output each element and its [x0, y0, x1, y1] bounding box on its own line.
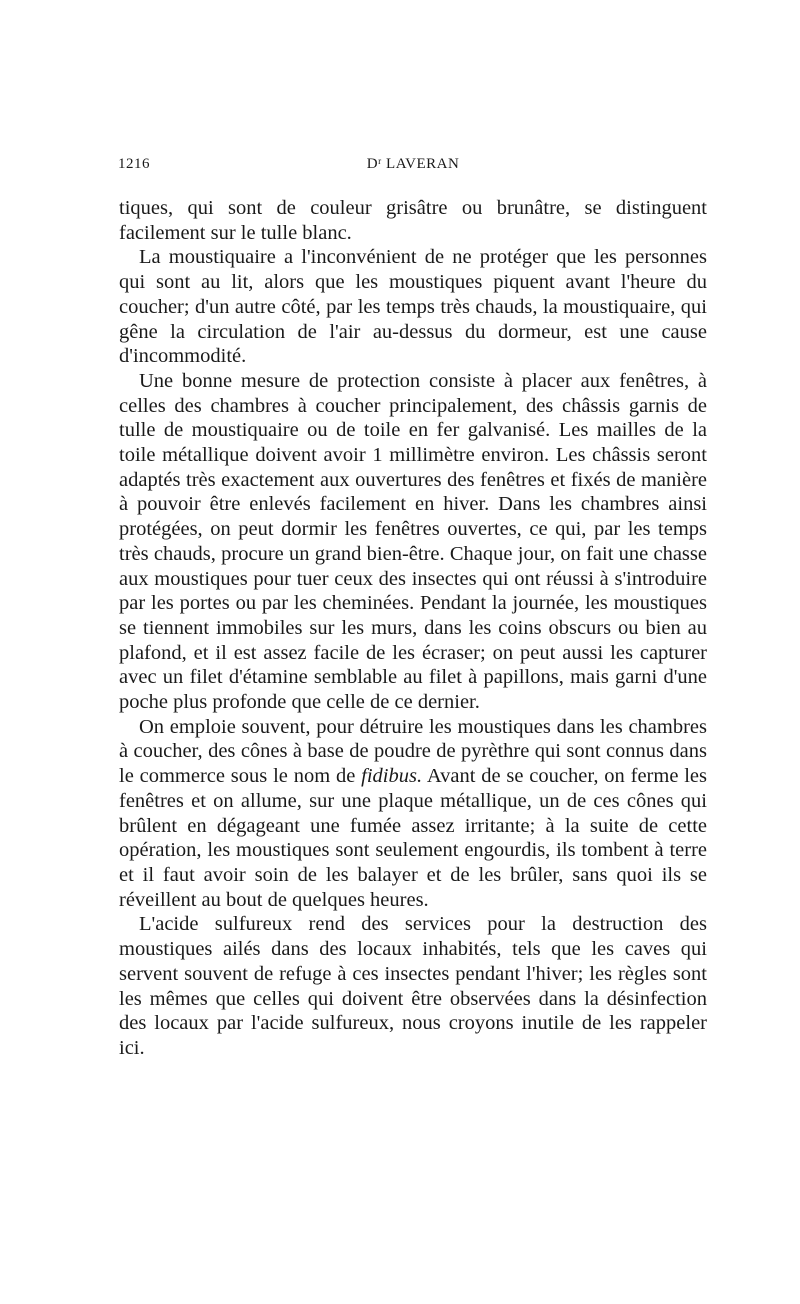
- page-number: 1216: [118, 156, 150, 172]
- italic-term-fidibus: fidibus.: [361, 765, 423, 788]
- paragraph-continuation: tiques, qui sont de couleur grisâtre ou brunâtre, se distinguent facilement sur le tulle blanc.: [119, 197, 707, 244]
- paragraph-cones: [119, 715, 707, 913]
- paragraph-cones-text: On emploie souvent, pour détruire les moustiques dans les chambres à coucher, des cônes à base de poudre de pyrèthre qui sont connus dans le commerce sous le nom de: [119, 715, 707, 788]
- paragraph-cones-text-continued: Avant de se coucher, on ferme les fenêtres et on allume, sur une plaque métallique, un de ces cônes qui brûlent en dégageant une fumée assez irritante; à la suite de cette opération, les moustiques sont seulement engourdis, ils tombent à terre et il faut avoir soin de les balayer et de les brûler, sans quoi ils se réveillent au bout de quelques heures.: [119, 765, 708, 911]
- running-title: Dʳ LAVERAN: [366, 156, 460, 172]
- body-text: [119, 196, 707, 1061]
- paragraph-chassis: Une bonne mesure de protection consiste à placer aux fenêtres, à celles des chambres à coucher principalement, des châssis garnis de tulle de moustiquaire ou de toile en fer galvanisé. Les mailles de la toile métallique doivent avoir 1 millimètre environ. Les châssis seront adaptés très exactement aux ouvertures des fenêtres et fixés de manière à pouvoir être enlevés facilement en hiver. Dans les chambres ainsi protégées, on peut dormir les fenêtres ouvertes, ce qui, par les temps très chauds, procure un grand bien-être. Chaque jour, on fait une chasse aux moustiques pour tuer ceux des insectes qui ont réussi à s'introduire par les portes ou par les cheminées. Pendant la journée, les moustiques se tiennent immobiles sur les murs, dans les coins obscurs ou bien au plafond, et il est assez facile de les écraser; on peut aussi les capturer avec un filet d'étamine semblable au filet à papillons, mais garni d'une poche plus profonde que celle de ce dernier.: [119, 369, 707, 714]
- page-header: [118, 156, 708, 180]
- paragraph-acide-sulfureux: L'acide sulfureux rend des services pour la destruction des moustiques ailés dans des locaux inhabités, tels que les caves qui servent souvent de refuge à ces insectes pendant l'hiver; les règles sont les mêmes que celles qui doivent être observées dans la désinfection des locaux par l'acide sulfureux, nous croyons inutile de les rappeler ici.: [119, 913, 707, 1059]
- paragraph-moustiquaire: La moustiquaire a l'inconvénient de ne protéger que les personnes qui sont au lit, alors que les moustiques piquent avant l'heure du coucher; d'un autre côté, par les temps très chauds, la moustiquaire, qui gêne la circulation de l'air au-dessus du dormeur, est une cause d'incommodité.: [119, 246, 707, 368]
